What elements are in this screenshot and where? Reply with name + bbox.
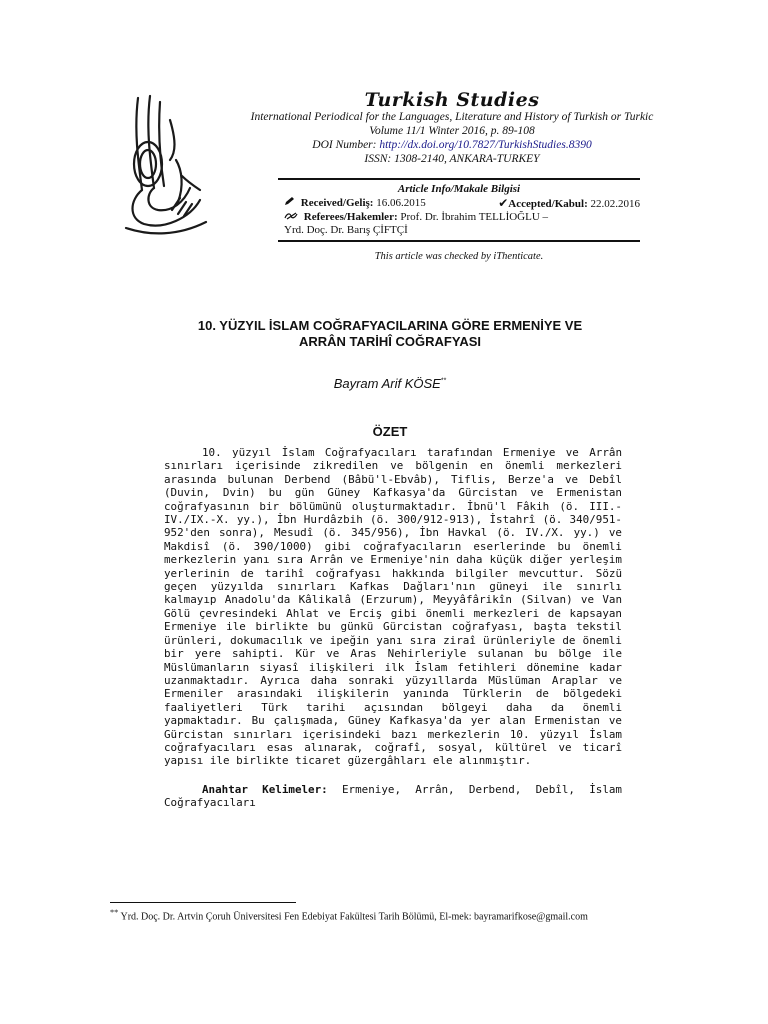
pencil-icon	[284, 197, 295, 210]
keywords-text: Ermeniye, Arrân, Derbend, Debîl, İslam Coğrafyacıları	[164, 783, 622, 810]
referees-row	[278, 211, 640, 224]
author-name	[160, 376, 620, 391]
journal-logo	[120, 90, 210, 240]
abstract-heading: ÖZET	[372, 424, 408, 439]
abstract-paragraph	[164, 446, 622, 768]
writing-hand-icon	[284, 211, 298, 224]
accepted-date: 22.02.2016	[590, 198, 640, 210]
journal-title: Turkish Studies	[364, 89, 540, 111]
doi-label: DOI Number:	[312, 139, 377, 151]
article-info-heading: Article Info/Makale Bilgisi	[397, 183, 521, 195]
plagiarism-note: This article was checked by iThenticate.	[374, 251, 544, 262]
article-info-box	[278, 178, 640, 242]
keywords-label: Anahtar Kelimeler:	[202, 783, 328, 796]
abstract-text: 10. yüzyıl İslam Coğrafyacıları tarafından Ermeniye ve Arrân sınırları içerisinde zikredilen ve bölgenin en önemli merkezleri arasında bulunan Derbend (Bâbü'l-Ebvâb), Tiflis, Berze'a ve Debîl (Duvin, Dvin) bu gün Güney Kafkasya'da Gürcistan ve Ermenistan coğrafyasının bir bölümünü oluşturmaktadır. İbnü'l Fâkih (ö. III.-IV./IX.-X. yy.), İbn Hurdâzbih (ö. 300/912-913), İstahrî (ö. 340/951-952'den sonra), Mesudî (ö. 345/956), İbn Havkal (ö. IV./X. yy.) ve Makdisî (ö. 390/1000) gibi coğrafyacıların eserlerinde bu önemli merkezlerin yanı sıra Arrân ve Ermeniye'nin daha küçük diğer yerleşim yerlerinin de tarihî coğrafyası hakkında bilgiler mevcuttur. Sözü geçen yüzyılda sınırları Kafkas Dağları'nın güneyi ile sınırlı kalmayıp Anadolu'da Kâlikalâ (Erzurum), Meyyâfârikîn (Silvan) ve Van Gölü çevresindeki Ahlat ve Erciş gibi önemli merkezleri de kapsayan Ermeniye ile birlikte bu günkü Gürcistan coğrafyası, başta tekstil ürünleri, dokumacılık ve ipeğin yanı sıra ziraî ürünleriyle de önemli bir yere sahipti. Kür ve Aras Nehirleriyle sulanan bu bölge ile Müslümanların siyasî ilişkileri ilk İslam fetihleri dönemine kadar uzanmaktadır. Ayrıca daha sonraki yüzyıllarda Müslüman Araplar ve Ermeniler arasındaki ilişkilerin yanında Türklerin de bölgedeki faaliyetleri Türk tarihi açısından bölgeyi daha da önemli yapmaktadır. Bu çalışmada, Güney Kafkasya'da yer alan Ermenistan ve Gürcistan sınırları içerisindeki bazı merkezlerin 10. yüzyıl İslam coğrafyacıları esas alınarak, coğrafî, sosyal, kültürel ve ticarî yapısı ile birlikte ticaret güzergâhları ele alınmıştır.	[164, 446, 622, 768]
journal-doi	[232, 138, 672, 152]
received-info	[284, 197, 426, 211]
doi-link[interactable]: http://dx.doi.org/10.7827/TurkishStudies.8390	[379, 139, 592, 151]
checkmark-icon: ✔	[498, 196, 509, 210]
accepted-label: Accepted/Kabul:	[508, 198, 588, 210]
accepted-info	[498, 197, 640, 211]
footnote-divider	[110, 902, 296, 903]
title-line-2: ARRÂN TARİHÎ COĞRAFYASI	[298, 333, 481, 349]
journal-header	[232, 90, 672, 166]
referees-line-1: Prof. Dr. İbrahim TELLİOĞLU –	[400, 211, 549, 223]
footnote-text: Yrd. Doç. Dr. Artvin Çoruh Üniversitesi Fen Edebiyat Fakültesi Tarih Bölümü, El-mek: bayramarifkose@gmail.com	[120, 911, 588, 923]
article-title	[160, 318, 620, 349]
journal-subtitle: International Periodical for the Languages, Literature and History of Turkish or Turkic	[250, 111, 654, 123]
keywords-paragraph	[164, 783, 622, 810]
referees-line-2: Yrd. Doç. Dr. Barış ÇİFTÇİ	[284, 224, 408, 236]
footnote	[110, 907, 730, 923]
referees-label: Referees/Hakemler:	[303, 211, 398, 223]
title-line-1: 10. YÜZYIL İSLAM COĞRAFYACILARINA GÖRE ERMENİYE VE	[197, 318, 583, 333]
journal-volume: Volume 11/1 Winter 2016, p. 89-108	[369, 125, 535, 137]
journal-issn: ISSN: 1308-2140, ANKARA-TURKEY	[364, 153, 540, 165]
author-footnote-mark: **	[440, 377, 447, 385]
dates-row	[278, 197, 640, 211]
footnote-mark: **	[110, 908, 119, 917]
author-text: Bayram Arif KÖSE	[333, 376, 441, 391]
received-label: Received/Geliş:	[300, 197, 374, 209]
received-date: 16.06.2015	[376, 197, 426, 209]
